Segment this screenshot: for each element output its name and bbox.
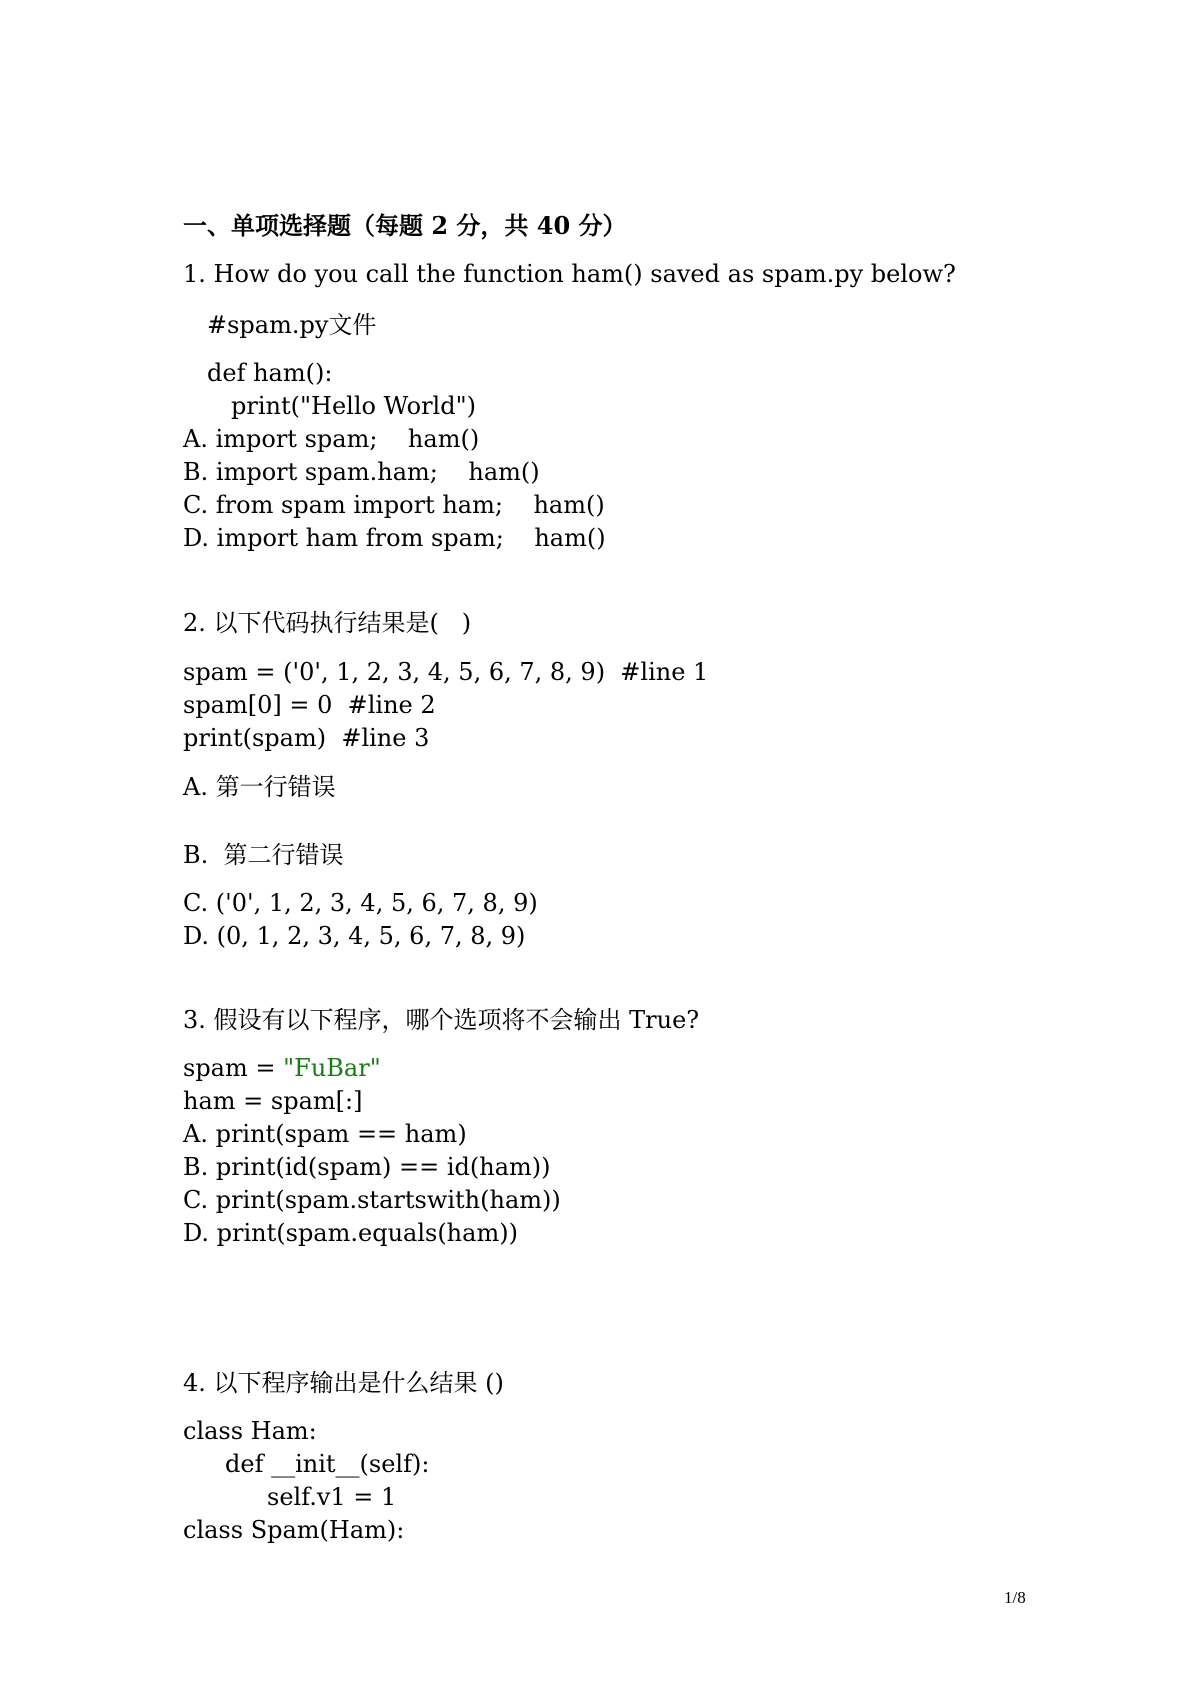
q3-option-c: C. print(spam.startswith(ham))	[183, 1186, 561, 1214]
q2-code-line: spam[0] = 0 #line 2	[183, 691, 436, 719]
q3-option-a: A. print(spam == ham)	[183, 1120, 467, 1148]
q3-stem: 3. 假设有以下程序，哪个选项将不会输出 True?	[183, 1006, 700, 1034]
q4-code-line: self.v1 = 1	[267, 1483, 397, 1511]
q2-option-d: D. (0, 1, 2, 3, 4, 5, 6, 7, 8, 9)	[183, 922, 526, 950]
q3-code-line: ham = spam[:]	[183, 1087, 363, 1115]
q2-option-a: A. 第一行错误	[183, 773, 336, 801]
q1-code-line: def ham():	[207, 359, 333, 387]
q1-option-b: B. import spam.ham; ham()	[183, 458, 540, 486]
q4-code-line: class Ham:	[183, 1417, 317, 1445]
q2-option-c: C. ('0', 1, 2, 3, 4, 5, 6, 7, 8, 9)	[183, 889, 538, 917]
q4-stem: 4. 以下程序输出是什么结果 ()	[183, 1369, 504, 1397]
q1-stem: 1. How do you call the function ham() saved as spam.py below?	[183, 260, 956, 288]
q1-code-line: print("Hello World")	[231, 392, 476, 420]
string-literal: "FuBar"	[283, 1054, 381, 1082]
q2-code-line: spam = ('0', 1, 2, 3, 4, 5, 6, 7, 8, 9) #line 1	[183, 658, 709, 686]
q3-option-d: D. print(spam.equals(ham))	[183, 1219, 518, 1247]
q2-code-line: print(spam) #line 3	[183, 724, 430, 752]
page-number: 1/8	[1004, 1588, 1026, 1607]
q3-code-prefix: spam =	[183, 1054, 284, 1082]
q3-option-b: B. print(id(spam) == id(ham))	[183, 1153, 551, 1181]
q4-code-line: class Spam(Ham):	[183, 1516, 405, 1544]
section-heading: 一、单项选择题（每题 2 分，共 40 分）	[183, 211, 627, 240]
q1-code-line: #spam.py文件	[207, 311, 377, 339]
q1-option-c: C. from spam import ham; ham()	[183, 491, 605, 519]
q2-option-b: B. 第二行错误	[183, 841, 344, 869]
q3-code-line	[183, 1053, 381, 1083]
q2-stem: 2. 以下代码执行结果是( )	[183, 609, 472, 637]
q4-code-line: def __init__(self):	[225, 1450, 430, 1478]
q1-option-a: A. import spam; ham()	[183, 425, 480, 453]
q1-option-d: D. import ham from spam; ham()	[183, 524, 606, 552]
